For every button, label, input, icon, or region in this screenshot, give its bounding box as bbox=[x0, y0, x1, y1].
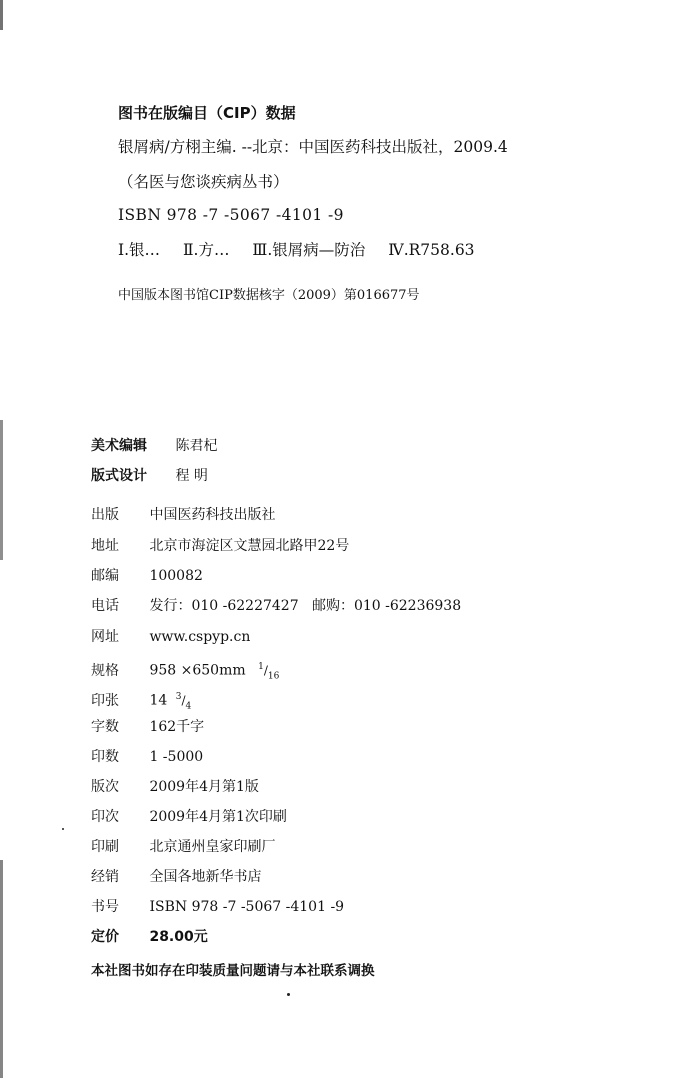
cip-class-3: Ⅲ.银屑病—防治 bbox=[252, 241, 366, 259]
printer-row bbox=[91, 837, 275, 857]
book-number-row bbox=[91, 897, 344, 917]
edition-value: 2009年4月第1版 bbox=[149, 779, 259, 795]
spec-fraction-denominator: 16 bbox=[267, 671, 280, 682]
art-editor-row bbox=[91, 436, 217, 456]
cip-verification: 中国版本图书馆CIP数据核字（2009）第016677号 bbox=[118, 288, 420, 303]
scan-edge-shadow bbox=[0, 0, 3, 1078]
cip-title: 图书在版编目（CIP）数据 bbox=[118, 104, 296, 122]
spec-label: 规格 bbox=[91, 662, 119, 679]
sheets-fraction-numerator: 3 bbox=[175, 692, 182, 702]
scan-speck bbox=[287, 993, 290, 996]
cip-book-info: 银屑病/方栩主编. --北京：中国医药科技出版社，2009.4 bbox=[118, 138, 508, 156]
cip-series: （名医与您谈疾病丛书） bbox=[118, 173, 289, 191]
spec-row bbox=[91, 657, 279, 686]
publisher-label: 出版 bbox=[91, 507, 119, 523]
distributor-row bbox=[91, 867, 261, 887]
price-row bbox=[91, 927, 208, 947]
sheets-row bbox=[91, 687, 191, 716]
website-row bbox=[91, 627, 250, 647]
word-count-row bbox=[91, 717, 204, 737]
website-value: www.cspyp.cn bbox=[149, 629, 251, 645]
layout-design-label: 版式设计 bbox=[91, 468, 147, 484]
impression-label: 印次 bbox=[91, 809, 119, 825]
impression-value: 2009年4月第1次印刷 bbox=[149, 809, 287, 825]
layout-design-value: 程 明 bbox=[175, 468, 208, 484]
edition-label: 版次 bbox=[91, 779, 119, 795]
cip-isbn: ISBN 978 -7 -5067 -4101 -9 bbox=[118, 206, 344, 224]
book-number-value: ISBN 978 -7 -5067 -4101 -9 bbox=[149, 899, 345, 915]
printer-value: 北京通州皇家印刷厂 bbox=[149, 839, 276, 855]
cip-class-2: Ⅱ.方… bbox=[183, 241, 230, 259]
art-editor-label: 美术编辑 bbox=[91, 438, 147, 454]
address-row bbox=[91, 536, 349, 556]
layout-design-row bbox=[91, 466, 208, 486]
print-run-value: 1 -5000 bbox=[149, 749, 204, 765]
spec-value: 958 ×650mm bbox=[149, 662, 246, 679]
phone-value: 发行：010 -62227427 邮购：010 -62236938 bbox=[149, 598, 462, 614]
scan-speck bbox=[62, 828, 64, 830]
postcode-value: 100082 bbox=[149, 568, 203, 584]
spec-fraction-slash: / bbox=[263, 663, 268, 678]
book-number-label: 书号 bbox=[91, 899, 119, 915]
impression-row bbox=[91, 807, 287, 827]
sheets-value: 14 bbox=[149, 692, 168, 709]
phone-label: 电话 bbox=[91, 598, 119, 614]
cip-class-1: Ⅰ.银… bbox=[118, 241, 161, 259]
distributor-label: 经销 bbox=[91, 869, 119, 885]
sheets-fraction-denominator: 4 bbox=[185, 701, 192, 712]
publisher-value: 中国医药科技出版社 bbox=[149, 507, 276, 523]
postcode-row bbox=[91, 566, 203, 586]
publisher-row bbox=[91, 505, 275, 525]
edition-row bbox=[91, 777, 259, 797]
address-label: 地址 bbox=[91, 538, 119, 554]
spec-fraction-numerator: 1 bbox=[258, 662, 264, 672]
price-label: 定价 bbox=[91, 929, 119, 945]
cip-class-4: Ⅳ.R758.63 bbox=[388, 241, 475, 259]
word-count-label: 字数 bbox=[91, 719, 119, 735]
word-count-value: 162千字 bbox=[149, 719, 205, 735]
distributor-value: 全国各地新华书店 bbox=[149, 869, 262, 885]
quality-notice: 本社图书如存在印装质量问题请与本社联系调换 bbox=[91, 963, 375, 979]
printer-label: 印刷 bbox=[91, 839, 119, 855]
art-editor-value: 陈君杞 bbox=[175, 438, 218, 454]
price-value: 28.00元 bbox=[149, 929, 208, 945]
sheets-label: 印张 bbox=[91, 692, 119, 709]
address-value: 北京市海淀区文慧园北路甲22号 bbox=[149, 538, 350, 554]
print-run-row bbox=[91, 747, 203, 767]
website-label: 网址 bbox=[91, 629, 119, 645]
phone-row bbox=[91, 596, 461, 616]
print-run-label: 印数 bbox=[91, 749, 119, 765]
cip-classification bbox=[118, 240, 493, 260]
sheets-fraction-slash: / bbox=[181, 693, 186, 708]
postcode-label: 邮编 bbox=[91, 568, 119, 584]
